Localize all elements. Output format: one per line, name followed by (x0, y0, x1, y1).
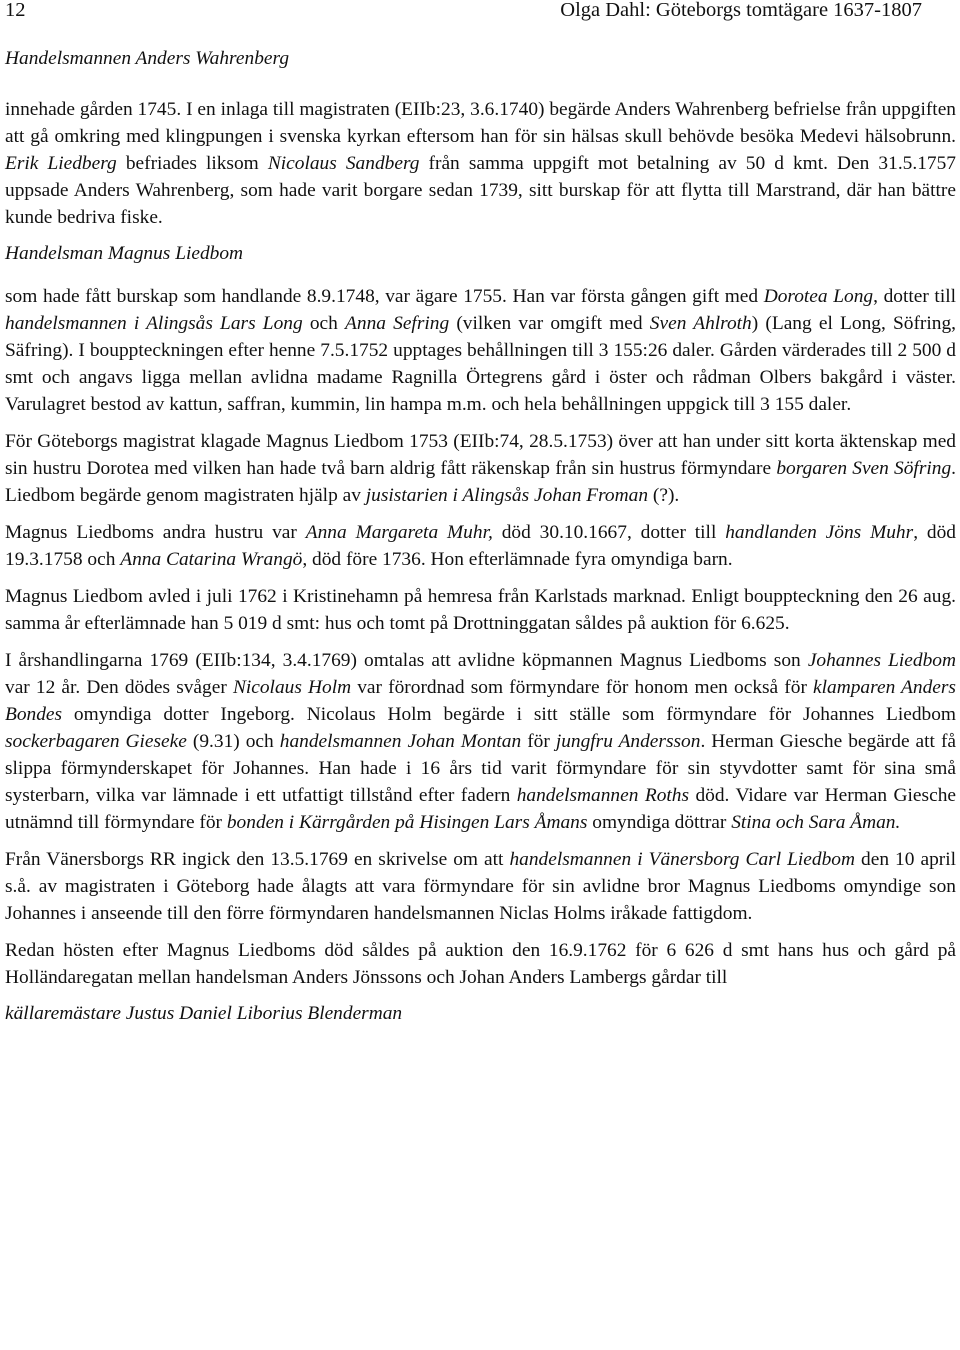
text-run: För Göteborgs magistrat klagade Magnus Liedbom 1753 (EIIb:74, 28.5.1753) över att han under sitt korta äktenskap med sin hustru Dorotea med vilken han hade två barn aldrig fått räkenskap från sin hustrus förmyndare (5, 431, 956, 479)
italic-name-run: bonden i Kärrgården på Hisingen Lars Åmans (226, 812, 588, 833)
text-run: . Liedbom begärde genom magistraten hjälp av (5, 458, 957, 506)
paragraph-wahrenberg (5, 96, 956, 231)
text-run: omyndiga döttrar (587, 812, 732, 833)
italic-name-run: sockerbagaren Gieseke (5, 731, 187, 752)
italic-name-run: Nicolaus Holm (232, 677, 352, 698)
text-run: (vilken var omgift med (449, 313, 650, 334)
text-run: , död 19.3.1758 och (5, 522, 957, 570)
paragraph-liedbom-2 (5, 428, 956, 509)
text-run: I årshandlingarna 1769 (EIIb:134, 3.4.1769) omtalas att avlidne köpmannen Magnus Liedboms son (5, 650, 808, 671)
italic-name-run: Anna Sefring (345, 313, 450, 334)
text-run: från samma uppgift mot betalning av 50 d kmt. Den 31.5.1757 uppsade Anders Wahrenberg, som hade varit borgare sedan 1739, sitt burskap för att flytta till Marstrand, där han bättre kunde bedriva fiske. (5, 153, 956, 228)
italic-name-run: jusistarien i Alingsås Johan Froman (365, 485, 649, 506)
text-run: (9.31) och (186, 731, 280, 752)
text-run: den 10 april s.å. av magistraten i Göteborg hade ålagts att vara förmyndare för sin avlidne bror Magnus Liedboms omyndige son Johannes i anseende till den förre förmyndaren handelsmannen Niclas Holms iråkade fattigdom. (5, 849, 957, 924)
paragraph-liedbom-7 (5, 937, 956, 991)
paragraph-liedbom-5 (5, 647, 956, 836)
section-heading-blenderman: källaremästare Justus Daniel Liborius Blenderman (5, 1003, 403, 1024)
text-run: var 12 år. Den dödes svåger (5, 677, 233, 698)
text-run: (?). (648, 485, 680, 506)
italic-name-run: Anna Margareta Muhr, (305, 522, 493, 543)
italic-name-run: handelsmannen Johan Montan (279, 731, 522, 752)
italic-name-run: handelsmannen i Vänersborg Carl Liedbom (509, 849, 855, 870)
italic-name-run: Sven Ahlroth (649, 313, 752, 334)
text-run: innehade gården 1745. I en inlaga till magistraten (EIIb:23, 3.6.1740) begärde Anders Wahrenberg befrielse från uppgiften att gå omkring med klingpungen i svenska kyrkan eftersom han för sin hälsas skull behövde besöka Medevi hälsobrunn. (5, 99, 956, 147)
text-run: för (521, 731, 556, 752)
text-run: var förordnad som förmyndare för honom men också för (351, 677, 814, 698)
italic-name-run: Stina och Sara Åman. (731, 812, 901, 833)
text-run: ) (Lang el Long, Söfring, Säfring). I bouppteckningen efter henne 7.5.1752 upptages behållningen till 3 155:26 daler. Gården värderades till 2 500 d smt och angavs ligga mellan avlidna madame Ragnilla Örtegrens gård i öster och rådman Olbers bakgård i väster. Varulagret bestod av kattun, saffran, kummin, lin hampa m.m. och hela behållningen uppgick till 3 155 daler. (5, 313, 956, 415)
text-run: död 30.10.1667, dotter till (492, 522, 726, 543)
paragraph-liedbom-4 (5, 583, 956, 637)
paragraph-liedbom-6 (5, 846, 956, 927)
page-number: 12 (5, 0, 26, 21)
running-title: Olga Dahl: Göteborgs tomtägare 1637-1807 (560, 0, 922, 21)
italic-name-run: Johannes Liedbom (807, 650, 956, 671)
italic-name-run: klamparen Anders Bondes (5, 677, 956, 725)
italic-name-run: Anna Catarina Wrangö (120, 549, 303, 570)
text-run: och (302, 313, 346, 334)
text-run: , dotter till (873, 286, 956, 307)
text-run: som hade fått burskap som handlande 8.9.1748, var ägare 1755. Han var första gången gift med (5, 286, 764, 307)
italic-name-run: Nicolaus Sandberg (267, 153, 420, 174)
paragraph-liedbom-1 (5, 283, 956, 418)
italic-name-run: jungfru Andersson (555, 731, 701, 752)
text-run: Magnus Liedboms andra hustru var (5, 522, 306, 543)
text-run: död. Vidare var Herman Giesche utnämnd till förmyndare för (5, 785, 956, 833)
text-run: Redan hösten efter Magnus Liedboms död såldes på auktion den 16.9.1762 för 6 626 d smt hans hus och gård på Holländaregatan mellan handelsman Anders Jönssons och Johan Anders Lambergs gårdar till (5, 940, 956, 988)
text-run: , död före 1736. Hon efterlämnade fyra omyndiga barn. (302, 549, 733, 570)
text-run: Magnus Liedbom avled i juli 1762 i Kristinehamn på hemresa från Karlstads marknad. Enligt bouppteckning den 26 aug. samma år efterlämnade han 5 019 d smt: hus och tomt på Drottninggatan såldes på auktion för 6.625. (5, 586, 956, 634)
section-heading-liedbom: Handelsman Magnus Liedbom (5, 243, 244, 264)
italic-name-run: handelsmannen i Alingsås Lars Long (5, 313, 303, 334)
text-run: befriades liksom (116, 153, 268, 174)
section-heading-wahrenberg: Handelsmannen Anders Wahrenberg (5, 48, 290, 69)
text-run: . Herman Giesche begärde att få slippa förmynderskapet för Johannes. Han hade i 16 års tid varit förmyndare för sin styvdotter samt för sina små systerbarn, vilka var lämnade i ett utfattigt tillstånd efter fadern (5, 731, 957, 806)
italic-name-run: handelsmannen Roths (516, 785, 690, 806)
italic-name-run: Erik Liedberg (5, 153, 117, 174)
paragraph-liedbom-3 (5, 519, 956, 573)
italic-name-run: borgaren Sven Söfring (776, 458, 952, 479)
text-run: Från Vänersborgs RR ingick den 13.5.1769 en skrivelse om att (5, 849, 510, 870)
text-run: omyndiga dotter Ingeborg. Nicolaus Holm begärde i sitt ställe som förmyndare för Johannes Liedbom (62, 704, 956, 725)
italic-name-run: Dorotea Long (763, 286, 874, 307)
page-header (5, 0, 956, 24)
italic-name-run: handlanden Jöns Muhr (725, 522, 914, 543)
